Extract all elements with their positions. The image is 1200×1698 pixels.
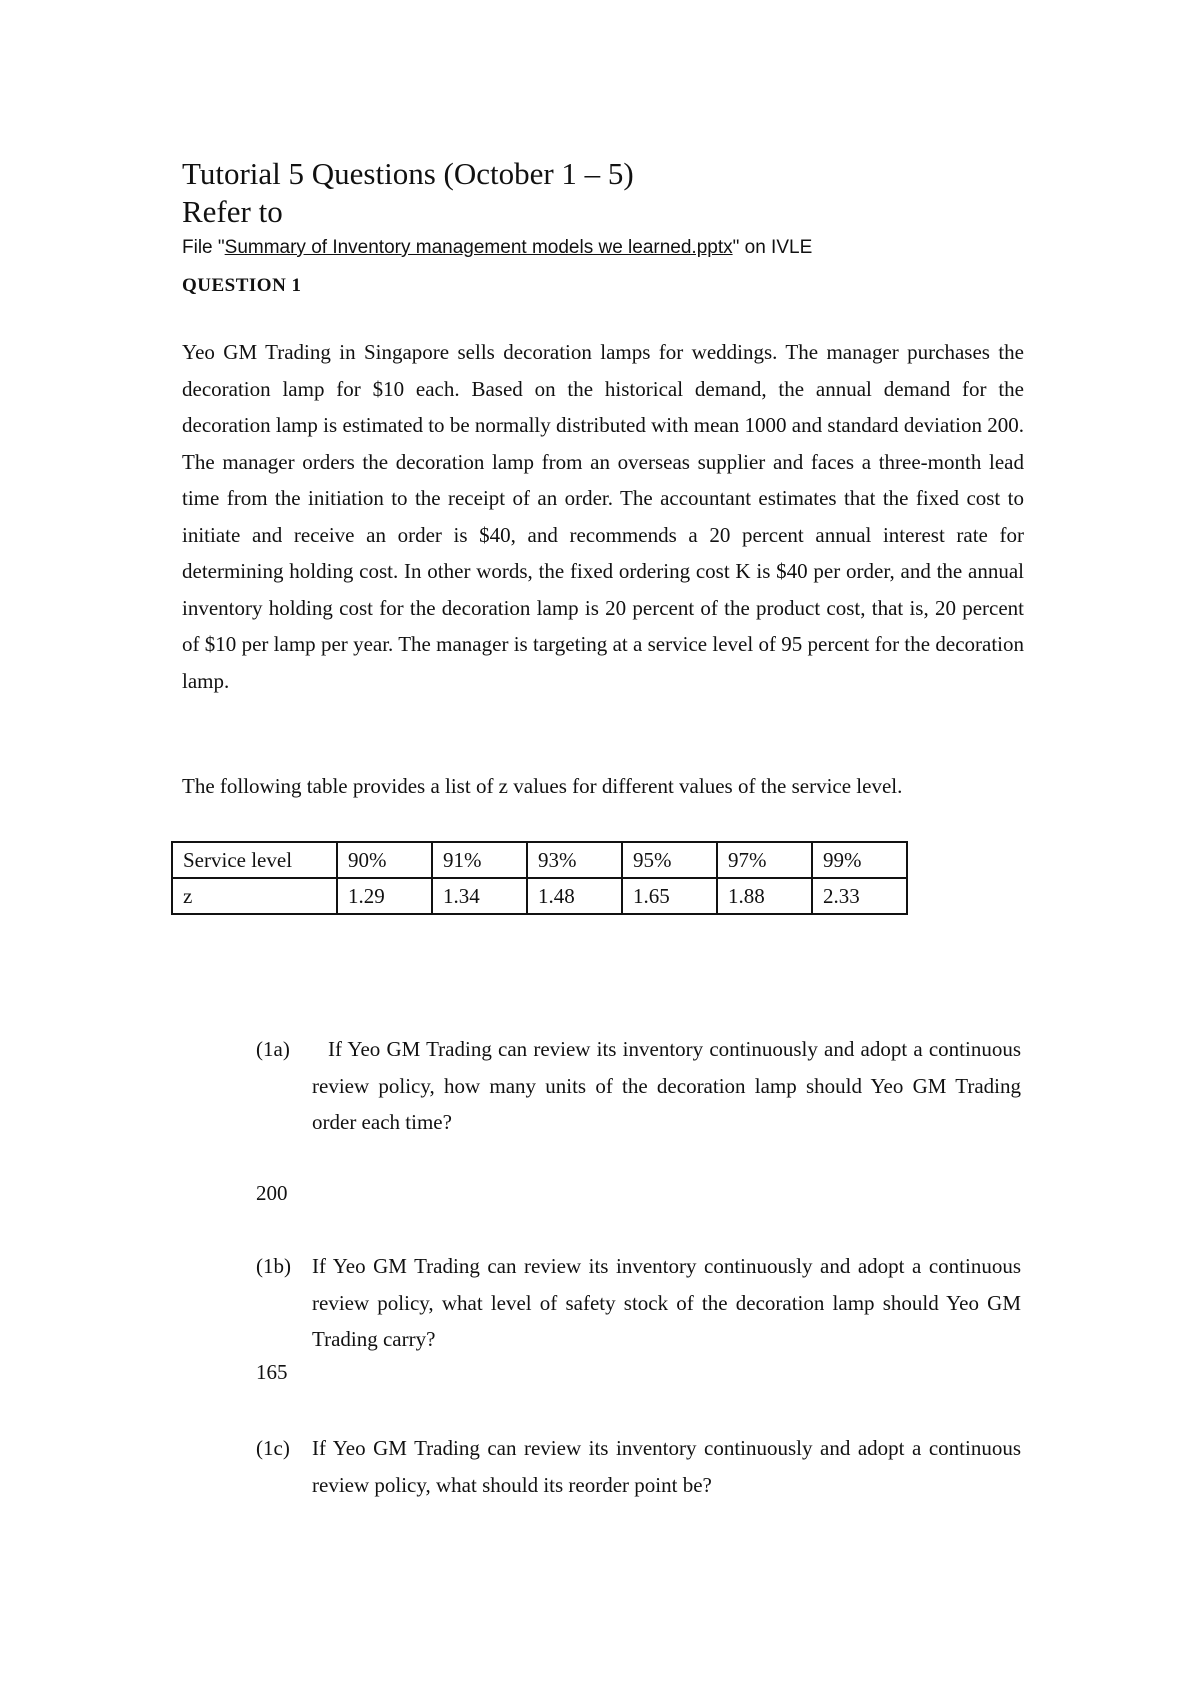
table-cell: 1.29 (337, 878, 432, 914)
table-cell: 1.34 (432, 878, 527, 914)
question-body (182, 334, 1024, 699)
question-paragraph: Yeo GM Trading in Singapore sells decoration lamps for weddings. The manager purchases the decoration lamp for $10 each. Based on the historical demand, the annual demand for the decoration lamp is estimated to be normally distributed with mean 1000 and standard deviation 200. The manager orders the decoration lamp from an overseas supplier and faces a three-month lead time from the initiation to the receipt of an order. The accountant estimates that the fixed cost to initiate and receive an order is $40, and recommends a 20 percent annual interest rate for determining holding cost. In other words, the fixed ordering cost K is $40 per order, and the annual inventory holding cost for the decoration lamp is 20 percent of the product cost, that is, 20 percent of $10 per lamp per year. The manager is targeting at a service level of 95 percent for the decoration lamp. (182, 340, 1024, 693)
subquestion-1b (256, 1248, 1021, 1358)
table-cell: 1.48 (527, 878, 622, 914)
table-cell: Service level (172, 842, 337, 878)
subquestion-text: If Yeo GM Trading can review its inventory continuously and adopt a continuous review policy, how many units of the decoration lamp should Yeo GM Trading order each time? (312, 1037, 1021, 1134)
refer-to-heading: Refer to (182, 194, 283, 229)
answer-1a: 200 (256, 1181, 288, 1205)
subquestion-label: (1b) (256, 1254, 291, 1278)
table-row (172, 842, 907, 878)
table-cell: 99% (812, 842, 907, 878)
file-prefix: File " (182, 237, 225, 258)
table-cell: z (172, 878, 337, 914)
file-reference (182, 236, 812, 260)
subquestion-1c (256, 1430, 1021, 1503)
table-intro: The following table provides a list of z values for different values of the service level. (182, 774, 903, 798)
answer-1b: 165 (256, 1360, 288, 1384)
table-cell: 1.88 (717, 878, 812, 914)
subquestion-label: (1c) (256, 1436, 290, 1460)
table-cell: 93% (527, 842, 622, 878)
z-value-table (171, 841, 908, 915)
file-suffix: " on IVLE (732, 237, 813, 258)
file-link[interactable]: Summary of Inventory management models we learned.pptx (224, 237, 733, 258)
table-cell: 2.33 (812, 878, 907, 914)
table-cell: 90% (337, 842, 432, 878)
table-cell: 1.65 (622, 878, 717, 914)
subquestion-text: If Yeo GM Trading can review its inventory continuously and adopt a continuous review policy, what level of safety stock of the decoration lamp should Yeo GM Trading carry? (312, 1254, 1021, 1351)
document-title: Tutorial 5 Questions (October 1 – 5) (182, 156, 634, 191)
subquestion-label: (1a) (256, 1037, 290, 1061)
subquestion-text: If Yeo GM Trading can review its inventory continuously and adopt a continuous review policy, what should its reorder point be? (312, 1436, 1021, 1497)
table-row (172, 878, 907, 914)
table-cell: 95% (622, 842, 717, 878)
subquestion-1a (256, 1031, 1021, 1141)
question-heading: QUESTION 1 (182, 275, 302, 296)
table-cell: 97% (717, 842, 812, 878)
table-cell: 91% (432, 842, 527, 878)
